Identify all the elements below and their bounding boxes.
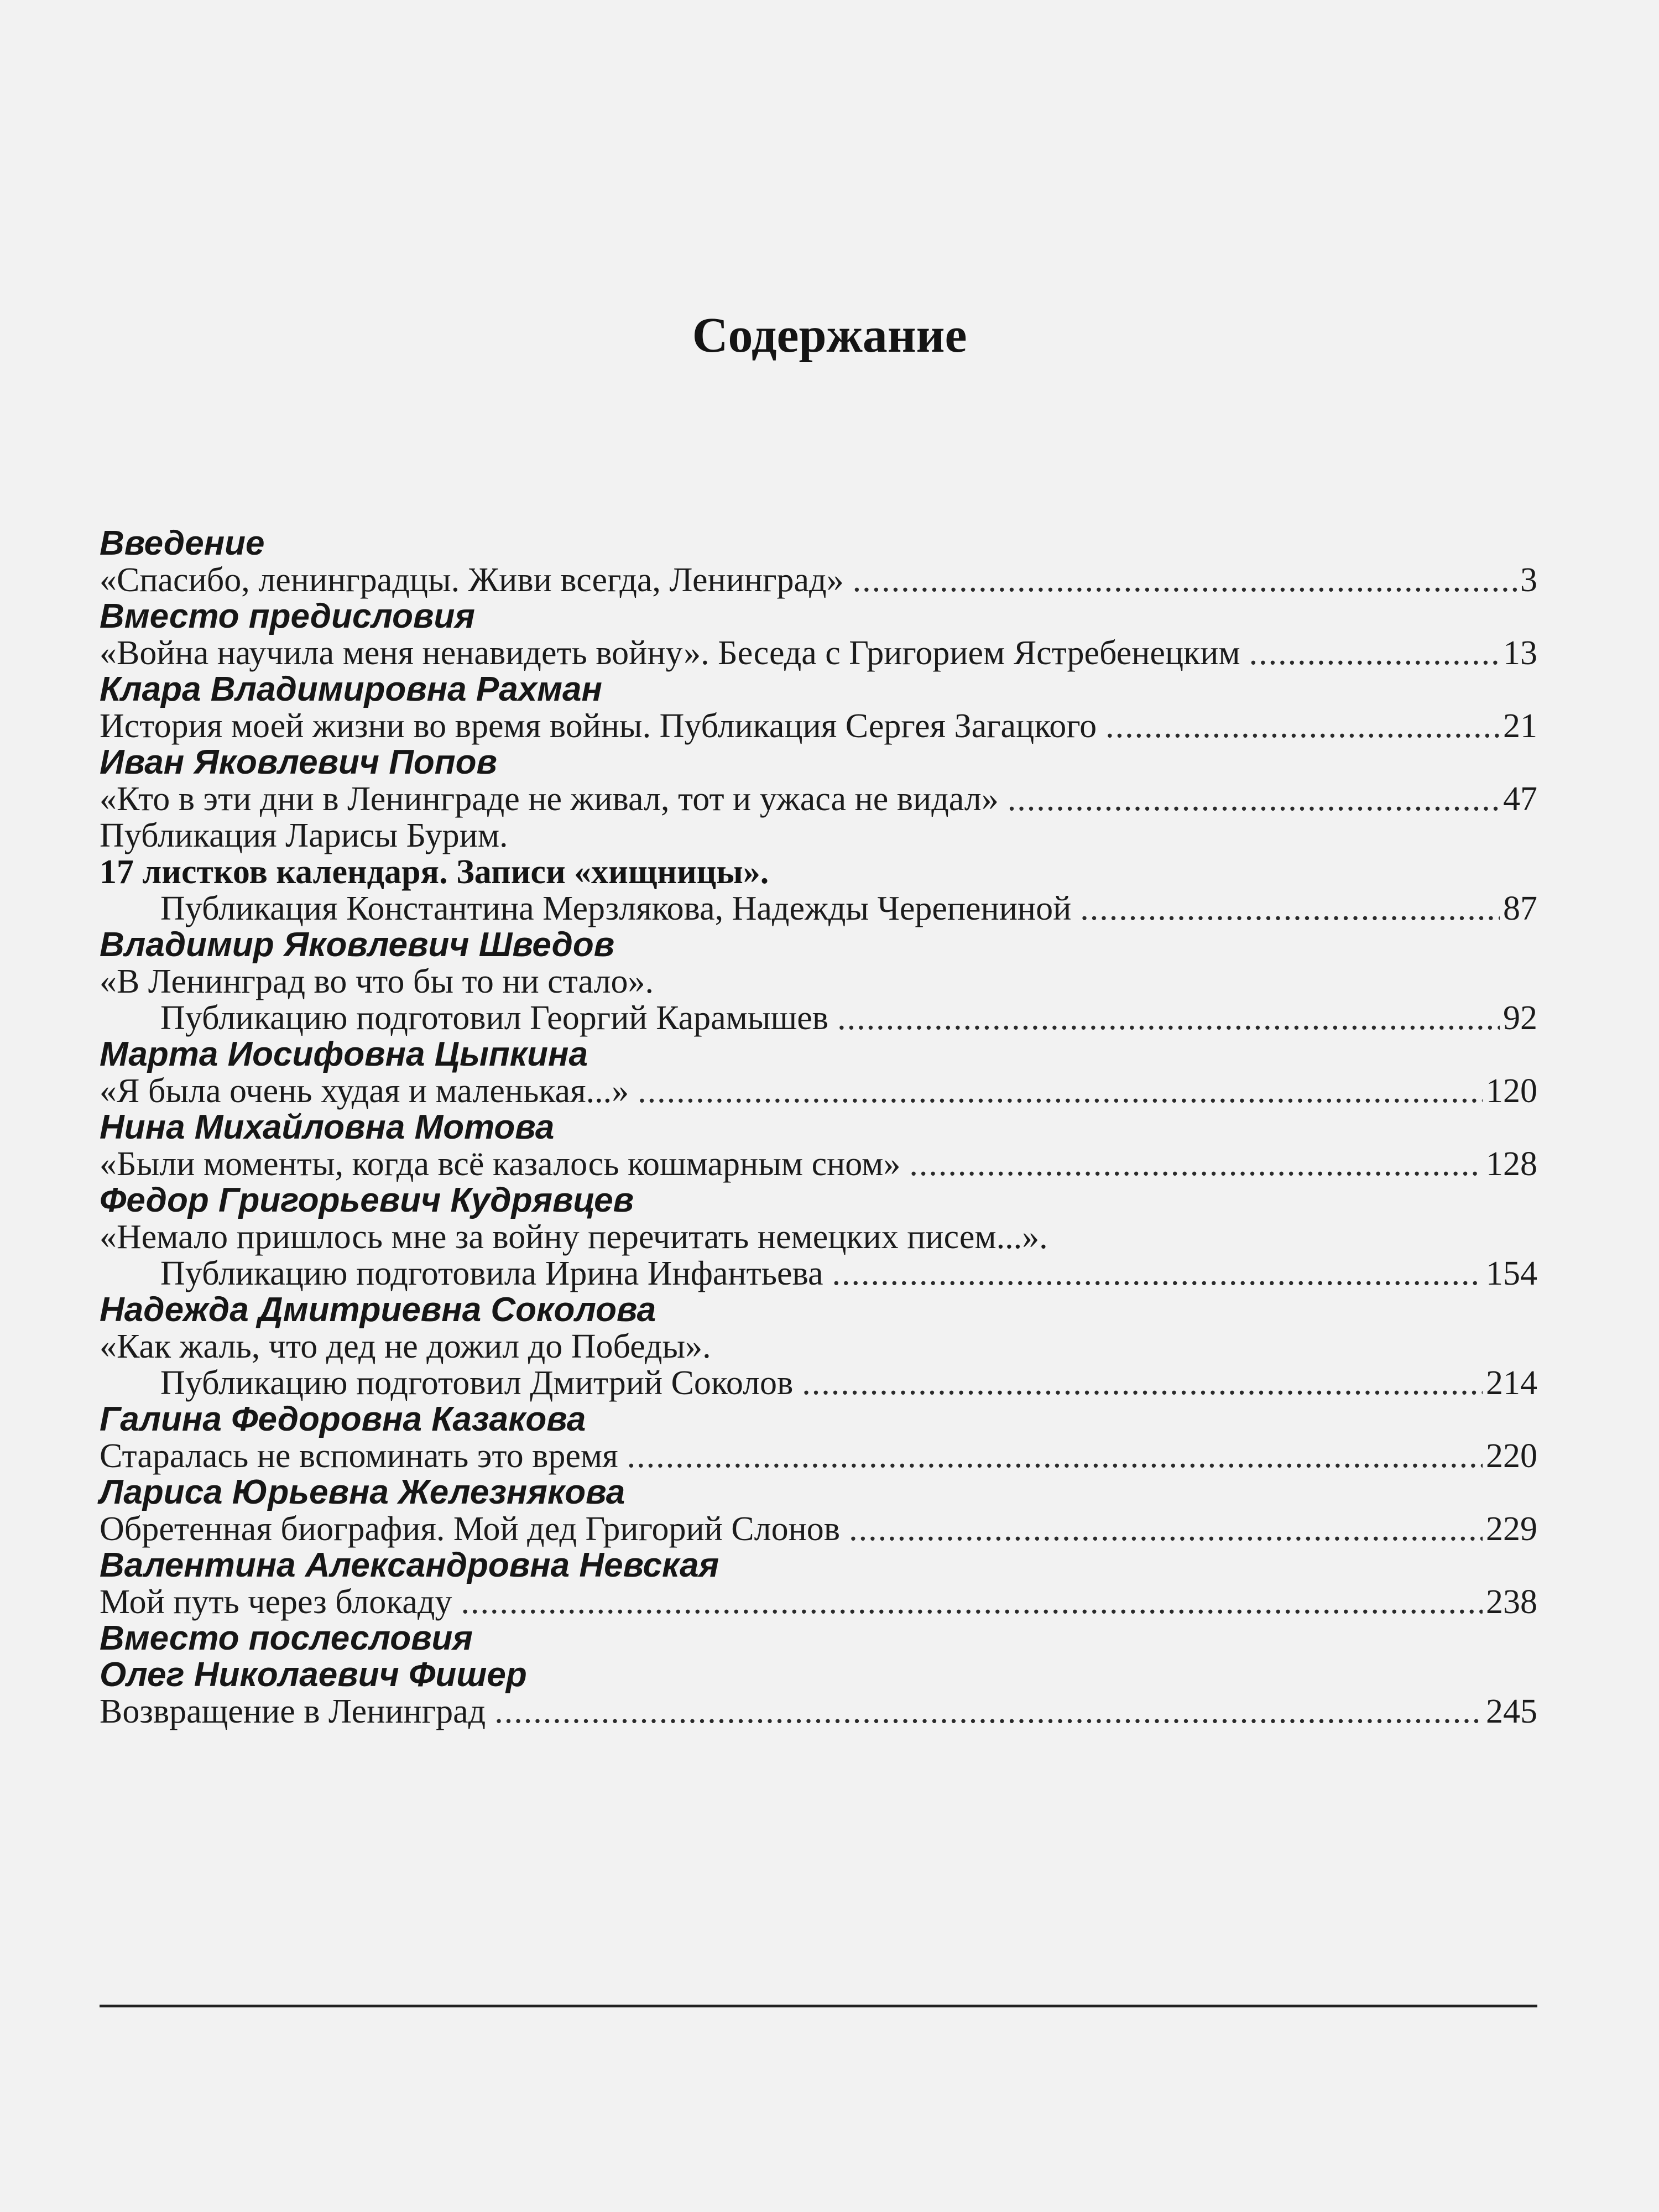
toc-author-name: Федор Григорьевич Кудрявцев (100, 1181, 634, 1219)
toc-author-name: Галина Федоровна Казакова (100, 1400, 586, 1438)
toc-entry (100, 635, 1537, 671)
toc-entry (100, 562, 1537, 598)
toc-entry-title: «Я была очень худая и маленькая...» (100, 1072, 629, 1110)
toc-entry (100, 1255, 1537, 1292)
bottom-rule (100, 2005, 1537, 2007)
toc-author-name: Валентина Александровна Невская (100, 1546, 719, 1584)
toc-entry (100, 1693, 1537, 1730)
toc-entry (100, 1146, 1537, 1182)
dot-leader (461, 1584, 1483, 1620)
toc-entry-title: Публикацию подготовил Георгий Карамышев (160, 999, 829, 1037)
toc-entry (100, 1438, 1537, 1474)
toc-entry-title: Публикацию подготовил Дмитрий Соколов (160, 1364, 794, 1402)
toc-author-name: Лариса Юрьевна Железнякова (100, 1473, 625, 1511)
toc-section-heading: Вместо предисловия (100, 597, 475, 635)
toc-entry-title: Публикация Константина Мерзлякова, Надежды Черепениной (160, 890, 1072, 927)
toc-entry-subtitle: Публикация Ларисы Бурим. (100, 817, 508, 854)
toc-entry-title: «Спасибо, ленинградцы. Живи всегда, Ленинград» (100, 561, 844, 599)
dot-leader (837, 1000, 1500, 1036)
dot-leader (494, 1693, 1483, 1730)
toc-entry (100, 1511, 1537, 1547)
dot-leader (849, 1511, 1483, 1547)
dot-leader (1008, 781, 1500, 817)
toc-entry (100, 1584, 1537, 1620)
dot-leader (1105, 708, 1500, 744)
toc-page-number: 238 (1486, 1583, 1537, 1621)
toc-page-number: 154 (1486, 1255, 1537, 1292)
dot-leader (853, 562, 1517, 598)
toc-entry-title: Старалась не вспоминать это время (100, 1437, 618, 1475)
dot-leader (627, 1438, 1483, 1474)
toc-entry-subtitle: «В Ленинград во что бы то ни стало». (100, 963, 654, 1000)
toc-page-number: 13 (1503, 634, 1537, 672)
toc-entry-subtitle: «Немало пришлось мне за войну перечитать немецких писем...». (100, 1218, 1048, 1256)
toc-author-name: Нина Михайловна Мотова (100, 1108, 555, 1146)
toc-author-name: Марта Иосифовна Цыпкина (100, 1035, 588, 1073)
toc-entry-title: «Кто в эти дни в Ленинграде не живал, тот и ужаса не видал» (100, 780, 999, 818)
toc-page-number: 214 (1486, 1364, 1537, 1402)
toc-entry-subtitle: «Как жаль, что дед не дожил до Победы». (100, 1328, 711, 1365)
dot-leader (909, 1146, 1483, 1182)
toc-author-name: Надежда Дмитриевна Соколова (100, 1291, 656, 1329)
toc-entry-title: Обретенная биография. Мой дед Григорий Слонов (100, 1510, 841, 1548)
toc-page-number: 245 (1486, 1693, 1537, 1730)
toc-entry (100, 1073, 1537, 1109)
toc-entry-title: Публикацию подготовила Ирина Инфантьева (160, 1255, 823, 1292)
toc-page-number: 128 (1486, 1145, 1537, 1183)
toc-page-number: 92 (1503, 999, 1537, 1037)
toc-entry (100, 1000, 1537, 1036)
dot-leader (832, 1255, 1483, 1292)
toc-entry-title: «Были моменты, когда всё казалось кошмарным сном» (100, 1145, 901, 1183)
toc-author-name: Олег Николаевич Фишер (100, 1656, 527, 1694)
toc-entry-title: История моей жизни во время войны. Публикация Сергея Загацкого (100, 707, 1097, 745)
toc-entry (100, 708, 1537, 744)
toc-page-number: 229 (1486, 1510, 1537, 1548)
toc-entry (100, 781, 1537, 817)
table-of-contents (100, 525, 1537, 1730)
toc-entry-title: Возвращение в Ленинград (100, 1693, 486, 1730)
page-title: Содержание (692, 308, 967, 363)
toc-entry (100, 890, 1537, 927)
toc-page-number: 120 (1486, 1072, 1537, 1110)
toc-page-number: 220 (1486, 1437, 1537, 1475)
toc-entry-title: Мой путь через блокаду (100, 1583, 452, 1621)
toc-section-heading: Вместо послесловия (100, 1619, 473, 1657)
dot-leader (1249, 635, 1500, 671)
toc-author-name: Владимир Яковлевич Шведов (100, 926, 615, 964)
toc-entry-title: «Война научила меня ненавидеть войну». Беседа с Григорием Ястребенецким (100, 634, 1240, 672)
toc-entry (100, 1365, 1537, 1401)
dot-leader (638, 1073, 1483, 1109)
toc-page-number: 3 (1520, 561, 1537, 599)
dot-leader (802, 1365, 1483, 1401)
toc-section-heading: Введение (100, 524, 265, 562)
toc-page-number: 47 (1503, 780, 1537, 818)
toc-author-name: Клара Владимировна Рахман (100, 670, 602, 708)
dot-leader (1080, 890, 1500, 927)
toc-entry-heading: 17 листков календаря. Записи «хищницы». (100, 853, 769, 891)
toc-author-name: Иван Яковлевич Попов (100, 743, 497, 781)
toc-page-number: 87 (1503, 890, 1537, 927)
toc-page-number: 21 (1503, 707, 1537, 745)
